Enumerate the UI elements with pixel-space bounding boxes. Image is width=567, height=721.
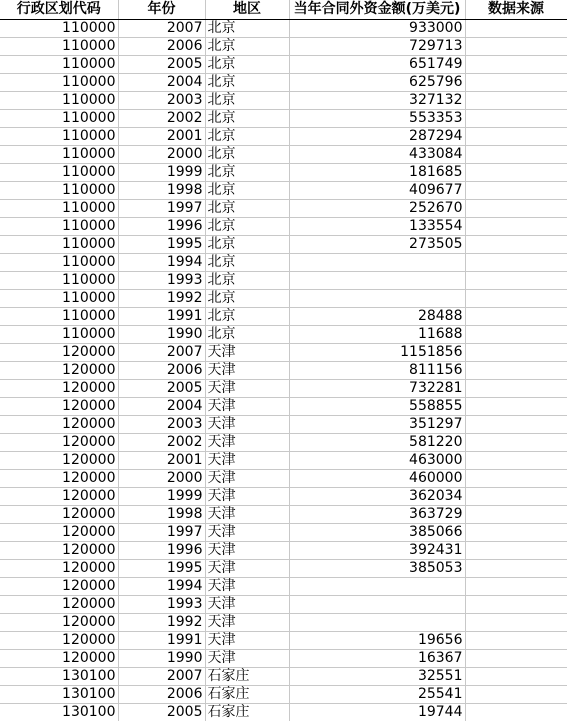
- table-row: [0, 505, 567, 523]
- cell-region[interactable]: 北京: [205, 253, 289, 271]
- cell-amount[interactable]: 581220: [289, 433, 465, 451]
- cell-source[interactable]: [465, 451, 567, 469]
- table-row: [0, 289, 567, 307]
- cell-region[interactable]: 天津: [205, 595, 289, 613]
- table-row: [0, 343, 567, 361]
- cell-year[interactable]: 1996: [118, 217, 205, 235]
- cell-source[interactable]: [465, 109, 567, 127]
- cell-code[interactable]: 120000: [0, 469, 118, 487]
- table-row: [0, 199, 567, 217]
- cell-amount[interactable]: [289, 289, 465, 307]
- cell-year[interactable]: 1994: [118, 577, 205, 595]
- cell-year[interactable]: 1996: [118, 541, 205, 559]
- table-row: [0, 469, 567, 487]
- table-row: [0, 19, 567, 37]
- table-row: [0, 163, 567, 181]
- cell-source[interactable]: [465, 91, 567, 109]
- cell-year[interactable]: 1999: [118, 163, 205, 181]
- table-row: [0, 55, 567, 73]
- cell-year[interactable]: 2000: [118, 145, 205, 163]
- cell-year[interactable]: 2001: [118, 451, 205, 469]
- cell-year[interactable]: 1992: [118, 613, 205, 631]
- cell-year[interactable]: 2006: [118, 361, 205, 379]
- table-row: [0, 487, 567, 505]
- cell-code[interactable]: 110000: [0, 109, 118, 127]
- cell-region[interactable]: 天津: [205, 433, 289, 451]
- table-row: [0, 91, 567, 109]
- cell-year[interactable]: 2001: [118, 127, 205, 145]
- cell-year[interactable]: 2003: [118, 91, 205, 109]
- cell-source[interactable]: [465, 127, 567, 145]
- cell-region[interactable]: 天津: [205, 361, 289, 379]
- cell-amount[interactable]: [289, 595, 465, 613]
- cell-source[interactable]: [465, 703, 567, 721]
- cell-amount[interactable]: [289, 253, 465, 271]
- cell-code[interactable]: 130100: [0, 685, 118, 703]
- cell-code[interactable]: 110000: [0, 199, 118, 217]
- column-header-region[interactable]: 地区: [205, 0, 289, 19]
- cell-code[interactable]: 110000: [0, 271, 118, 289]
- cell-region[interactable]: 天津: [205, 541, 289, 559]
- cell-source[interactable]: [465, 469, 567, 487]
- cell-year[interactable]: 2007: [118, 343, 205, 361]
- cell-amount[interactable]: 460000: [289, 469, 465, 487]
- cell-year[interactable]: 2005: [118, 379, 205, 397]
- cell-source[interactable]: [465, 307, 567, 325]
- table-row: [0, 649, 567, 667]
- cell-region[interactable]: 天津: [205, 487, 289, 505]
- cell-source[interactable]: [465, 181, 567, 199]
- cell-region[interactable]: 天津: [205, 631, 289, 649]
- cell-year[interactable]: 1993: [118, 595, 205, 613]
- table-row: [0, 703, 567, 721]
- cell-amount[interactable]: 32551: [289, 667, 465, 685]
- cell-source[interactable]: [465, 361, 567, 379]
- cell-amount[interactable]: 625796: [289, 73, 465, 91]
- cell-year[interactable]: 1995: [118, 559, 205, 577]
- cell-amount[interactable]: 19656: [289, 631, 465, 649]
- cell-region[interactable]: 天津: [205, 469, 289, 487]
- cell-year[interactable]: 1991: [118, 631, 205, 649]
- cell-amount[interactable]: 273505: [289, 235, 465, 253]
- cell-year[interactable]: 2002: [118, 109, 205, 127]
- cell-year[interactable]: 2005: [118, 55, 205, 73]
- cell-amount[interactable]: [289, 577, 465, 595]
- cell-source[interactable]: [465, 343, 567, 361]
- cell-region[interactable]: 北京: [205, 55, 289, 73]
- cell-amount[interactable]: 558855: [289, 397, 465, 415]
- table-row: [0, 685, 567, 703]
- cell-region[interactable]: 天津: [205, 415, 289, 433]
- cell-source[interactable]: [465, 37, 567, 55]
- cell-region[interactable]: 北京: [205, 73, 289, 91]
- cell-year[interactable]: 1998: [118, 181, 205, 199]
- table-row: [0, 109, 567, 127]
- cell-source[interactable]: [465, 55, 567, 73]
- cell-source[interactable]: [465, 613, 567, 631]
- table-row: [0, 523, 567, 541]
- cell-source[interactable]: [465, 379, 567, 397]
- cell-year[interactable]: 1993: [118, 271, 205, 289]
- cell-amount[interactable]: 362034: [289, 487, 465, 505]
- cell-region[interactable]: 北京: [205, 19, 289, 37]
- table-row: [0, 217, 567, 235]
- cell-year[interactable]: 1992: [118, 289, 205, 307]
- table-row: [0, 451, 567, 469]
- cell-year[interactable]: 1990: [118, 325, 205, 343]
- cell-amount[interactable]: 409677: [289, 181, 465, 199]
- cell-region[interactable]: 北京: [205, 325, 289, 343]
- cell-year[interactable]: 1998: [118, 505, 205, 523]
- cell-code[interactable]: 110000: [0, 55, 118, 73]
- cell-code[interactable]: 120000: [0, 415, 118, 433]
- cell-year[interactable]: 1994: [118, 253, 205, 271]
- cell-code[interactable]: 120000: [0, 613, 118, 631]
- cell-amount[interactable]: 351297: [289, 415, 465, 433]
- cell-amount[interactable]: 287294: [289, 127, 465, 145]
- cell-code[interactable]: 110000: [0, 163, 118, 181]
- cell-amount[interactable]: 181685: [289, 163, 465, 181]
- cell-region[interactable]: 天津: [205, 613, 289, 631]
- cell-code[interactable]: 130100: [0, 703, 118, 721]
- column-header-amount[interactable]: 当年合同外资金额(万美元): [289, 0, 465, 19]
- cell-source[interactable]: [465, 217, 567, 235]
- cell-code[interactable]: 110000: [0, 127, 118, 145]
- cell-amount[interactable]: 463000: [289, 451, 465, 469]
- cell-code[interactable]: 110000: [0, 235, 118, 253]
- cell-region[interactable]: 北京: [205, 289, 289, 307]
- cell-code[interactable]: 120000: [0, 361, 118, 379]
- table-row: [0, 379, 567, 397]
- cell-source[interactable]: [465, 253, 567, 271]
- cell-code[interactable]: 120000: [0, 505, 118, 523]
- cell-year[interactable]: 2007: [118, 19, 205, 37]
- cell-amount[interactable]: 28488: [289, 307, 465, 325]
- cell-year[interactable]: 1995: [118, 235, 205, 253]
- cell-region[interactable]: 北京: [205, 271, 289, 289]
- cell-year[interactable]: 2007: [118, 667, 205, 685]
- cell-source[interactable]: [465, 145, 567, 163]
- cell-year[interactable]: 1991: [118, 307, 205, 325]
- cell-amount[interactable]: 385053: [289, 559, 465, 577]
- cell-year[interactable]: 2006: [118, 37, 205, 55]
- cell-code[interactable]: 130100: [0, 667, 118, 685]
- cell-year[interactable]: 2004: [118, 397, 205, 415]
- cell-region[interactable]: 北京: [205, 181, 289, 199]
- cell-code[interactable]: 120000: [0, 343, 118, 361]
- cell-source[interactable]: [465, 163, 567, 181]
- column-header-code[interactable]: 行政区划代码: [0, 0, 118, 19]
- cell-amount[interactable]: 933000: [289, 19, 465, 37]
- cell-source[interactable]: [465, 415, 567, 433]
- table-row: [0, 433, 567, 451]
- column-header-year[interactable]: 年份: [118, 0, 205, 19]
- cell-region[interactable]: 天津: [205, 523, 289, 541]
- cell-year[interactable]: 2003: [118, 415, 205, 433]
- table-row: [0, 577, 567, 595]
- cell-year[interactable]: 2004: [118, 73, 205, 91]
- table-row: [0, 397, 567, 415]
- cell-amount[interactable]: 1151856: [289, 343, 465, 361]
- cell-amount[interactable]: 553353: [289, 109, 465, 127]
- table-row: [0, 307, 567, 325]
- cell-source[interactable]: [465, 667, 567, 685]
- cell-code[interactable]: 110000: [0, 91, 118, 109]
- table-row: [0, 271, 567, 289]
- cell-amount[interactable]: 25541: [289, 685, 465, 703]
- table-row: [0, 415, 567, 433]
- cell-code[interactable]: 110000: [0, 325, 118, 343]
- cell-amount[interactable]: 133554: [289, 217, 465, 235]
- cell-source[interactable]: [465, 73, 567, 91]
- cell-year[interactable]: 2006: [118, 685, 205, 703]
- cell-source[interactable]: [465, 235, 567, 253]
- cell-region[interactable]: 北京: [205, 127, 289, 145]
- cell-region[interactable]: 北京: [205, 145, 289, 163]
- table-row: [0, 127, 567, 145]
- cell-year[interactable]: 1997: [118, 199, 205, 217]
- cell-year[interactable]: 2000: [118, 469, 205, 487]
- cell-source[interactable]: [465, 289, 567, 307]
- cell-amount[interactable]: 729713: [289, 37, 465, 55]
- cell-code[interactable]: 120000: [0, 631, 118, 649]
- cell-region[interactable]: 天津: [205, 397, 289, 415]
- cell-region[interactable]: 天津: [205, 505, 289, 523]
- cell-amount[interactable]: 363729: [289, 505, 465, 523]
- header-row: [0, 0, 567, 19]
- cell-amount[interactable]: 19744: [289, 703, 465, 721]
- cell-year[interactable]: 2002: [118, 433, 205, 451]
- cell-region[interactable]: 北京: [205, 235, 289, 253]
- cell-region[interactable]: 天津: [205, 379, 289, 397]
- table-row: [0, 73, 567, 91]
- cell-code[interactable]: 110000: [0, 37, 118, 55]
- cell-region[interactable]: 北京: [205, 217, 289, 235]
- cell-year[interactable]: 2005: [118, 703, 205, 721]
- cell-source[interactable]: [465, 541, 567, 559]
- cell-year[interactable]: 1997: [118, 523, 205, 541]
- cell-code[interactable]: 120000: [0, 649, 118, 667]
- cell-amount[interactable]: [289, 271, 465, 289]
- cell-region[interactable]: 石家庄: [205, 703, 289, 721]
- table-row: [0, 235, 567, 253]
- table-row: [0, 631, 567, 649]
- cell-source[interactable]: [465, 199, 567, 217]
- cell-code[interactable]: 110000: [0, 145, 118, 163]
- cell-source[interactable]: [465, 271, 567, 289]
- cell-code[interactable]: 110000: [0, 181, 118, 199]
- cell-code[interactable]: 120000: [0, 379, 118, 397]
- table-row: [0, 181, 567, 199]
- cell-region[interactable]: 北京: [205, 199, 289, 217]
- table-row: [0, 541, 567, 559]
- cell-source[interactable]: [465, 631, 567, 649]
- cell-region[interactable]: 北京: [205, 307, 289, 325]
- cell-code[interactable]: 110000: [0, 73, 118, 91]
- cell-code[interactable]: 120000: [0, 595, 118, 613]
- cell-source[interactable]: [465, 433, 567, 451]
- table-row: [0, 667, 567, 685]
- cell-amount[interactable]: 651749: [289, 55, 465, 73]
- cell-year[interactable]: 1999: [118, 487, 205, 505]
- table-row: [0, 613, 567, 631]
- cell-amount[interactable]: 327132: [289, 91, 465, 109]
- table-row: [0, 559, 567, 577]
- cell-source[interactable]: [465, 397, 567, 415]
- cell-code[interactable]: 120000: [0, 397, 118, 415]
- cell-code[interactable]: 110000: [0, 307, 118, 325]
- cell-year[interactable]: 1990: [118, 649, 205, 667]
- cell-source[interactable]: [465, 325, 567, 343]
- cell-region[interactable]: 天津: [205, 577, 289, 595]
- cell-code[interactable]: 110000: [0, 19, 118, 37]
- cell-source[interactable]: [465, 523, 567, 541]
- cell-region[interactable]: 天津: [205, 343, 289, 361]
- cell-code[interactable]: 120000: [0, 559, 118, 577]
- cell-amount[interactable]: 11688: [289, 325, 465, 343]
- cell-region[interactable]: 天津: [205, 451, 289, 469]
- cell-amount[interactable]: 385066: [289, 523, 465, 541]
- cell-amount[interactable]: 16367: [289, 649, 465, 667]
- cell-region[interactable]: 天津: [205, 649, 289, 667]
- table-row: [0, 145, 567, 163]
- table-row: [0, 325, 567, 343]
- cell-code[interactable]: 120000: [0, 541, 118, 559]
- table-row: [0, 361, 567, 379]
- cell-amount[interactable]: 392431: [289, 541, 465, 559]
- cell-source[interactable]: [465, 487, 567, 505]
- cell-code[interactable]: 120000: [0, 577, 118, 595]
- cell-region[interactable]: 北京: [205, 91, 289, 109]
- cell-amount[interactable]: [289, 613, 465, 631]
- table-row: [0, 37, 567, 55]
- cell-region[interactable]: 北京: [205, 37, 289, 55]
- cell-code[interactable]: 120000: [0, 451, 118, 469]
- cell-amount[interactable]: 252670: [289, 199, 465, 217]
- cell-source[interactable]: [465, 19, 567, 37]
- cell-code[interactable]: 120000: [0, 487, 118, 505]
- cell-code[interactable]: 110000: [0, 289, 118, 307]
- table-row: [0, 253, 567, 271]
- cell-code[interactable]: 120000: [0, 523, 118, 541]
- cell-amount[interactable]: 811156: [289, 361, 465, 379]
- cell-region[interactable]: 北京: [205, 163, 289, 181]
- cell-source[interactable]: [465, 559, 567, 577]
- column-header-source[interactable]: 数据来源: [465, 0, 567, 19]
- cell-region[interactable]: 北京: [205, 109, 289, 127]
- cell-code[interactable]: 120000: [0, 433, 118, 451]
- cell-code[interactable]: 110000: [0, 217, 118, 235]
- cell-source[interactable]: [465, 685, 567, 703]
- cell-source[interactable]: [465, 649, 567, 667]
- cell-amount[interactable]: 433084: [289, 145, 465, 163]
- cell-region[interactable]: 石家庄: [205, 667, 289, 685]
- cell-region[interactable]: 天津: [205, 559, 289, 577]
- cell-code[interactable]: 110000: [0, 253, 118, 271]
- cell-source[interactable]: [465, 505, 567, 523]
- cell-amount[interactable]: 732281: [289, 379, 465, 397]
- cell-source[interactable]: [465, 577, 567, 595]
- cell-region[interactable]: 石家庄: [205, 685, 289, 703]
- cell-source[interactable]: [465, 595, 567, 613]
- table-row: [0, 595, 567, 613]
- table-body: [0, 19, 567, 721]
